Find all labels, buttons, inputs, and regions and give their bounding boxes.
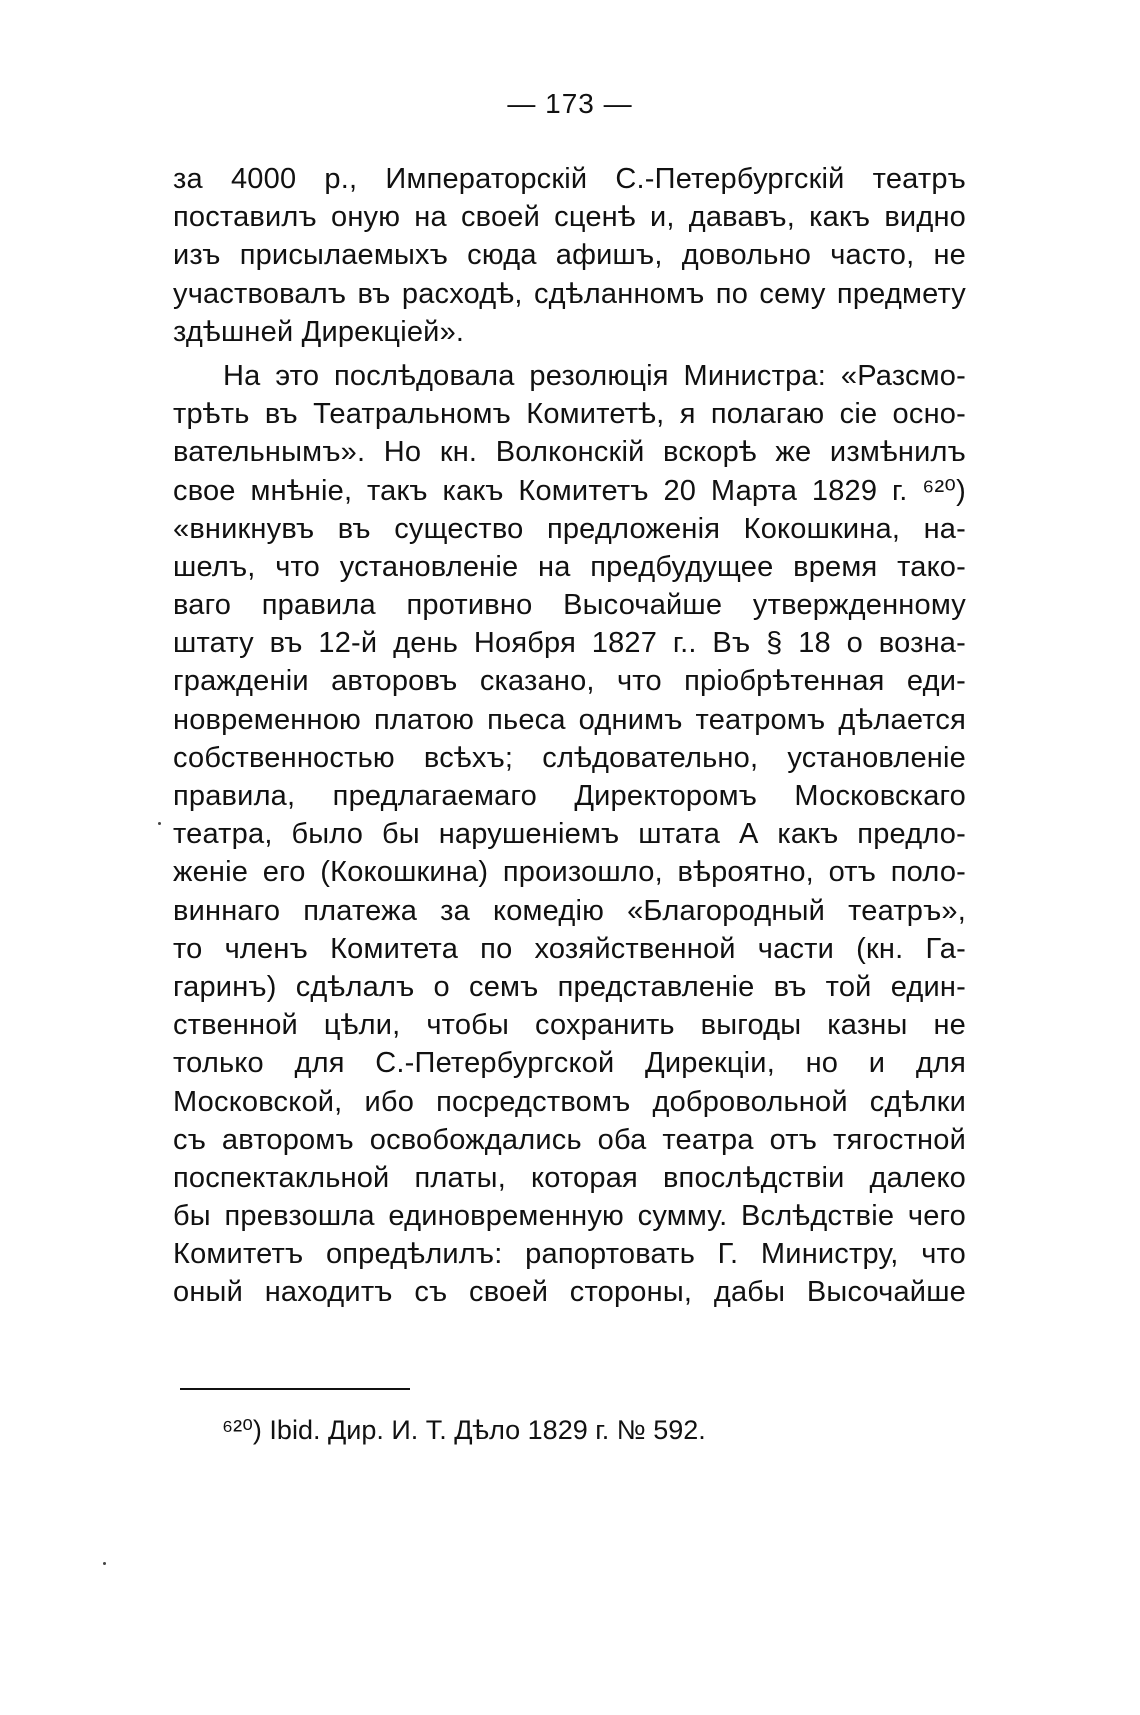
text-line: ваго правила противно Высочайше утвержденному <box>173 589 966 622</box>
text-line: оный находитъ съ своей стороны, дабы Высочайше <box>173 1276 966 1309</box>
footnote: ⁶²⁰) Ibid. Дир. И. Т. Дѣло 1829 г. № 592. <box>222 1415 706 1445</box>
text-line: штату въ 12-й день Ноября 1827 г.. Въ § 18 о возна- <box>173 627 966 660</box>
text-line: то членъ Комитета по хозяйственной части (кн. Га- <box>173 932 966 965</box>
text-line: вательнымъ». Но кн. Волконскiй вскорѣ же измѣнилъ <box>173 436 966 469</box>
text-line: виннаго платежа за комедiю «Благородный театръ», <box>173 894 966 927</box>
footnote-divider <box>180 1388 410 1390</box>
text-line: женiе его (Кокошкина) произошло, вѣроятно, отъ поло- <box>173 856 966 889</box>
text-line: ственной цѣли, чтобы сохранить выгоды казны не <box>173 1009 966 1042</box>
main-text <box>173 160 966 1312</box>
text-line: новременною платою пьеса однимъ театромъ дѣлается <box>173 703 966 736</box>
text-line: участвовалъ въ расходѣ, сдѣланномъ по сему предмету <box>173 277 966 310</box>
text-line: собственностью всѣхъ; слѣдовательно, установленiе <box>173 741 966 774</box>
text-line: поставилъ оную на своей сценѣ и, дававъ, какъ видно <box>173 201 966 234</box>
text-line: свое мнѣнiе, такъ какъ Комитетъ 20 Марта 1829 г. ⁶²⁰) <box>173 474 966 507</box>
text-line: гражденiи авторовъ сказано, что прiобрѣтенная еди- <box>173 665 966 698</box>
text-line: бы превзошла единовременную сумму. Вслѣдствiе чего <box>173 1200 966 1233</box>
text-line: театра, было бы нарушенiемъ штата А какъ предло- <box>173 818 966 851</box>
text-line: изъ присылаемыхъ сюда афишъ, довольно часто, не <box>173 239 966 272</box>
page-number: — 173 — <box>507 88 633 119</box>
text-line: съ авторомъ освобождались оба театра отъ тягостной <box>173 1123 966 1156</box>
scan-speck <box>158 822 161 825</box>
text-line: трѣть въ Театральномъ Комитетѣ, я полагаю сiе осно- <box>173 398 966 431</box>
text-line: поспектакльной платы, которая впослѣдствiи далеко <box>173 1161 966 1194</box>
text-line: Комитетъ опредѣлилъ: рапортовать Г. Министру, что <box>173 1238 966 1271</box>
text-line: правила, предлагаемаго Директоромъ Московскаго <box>173 780 966 812</box>
scan-speck <box>103 1562 106 1565</box>
text-line: Московской, ибо посредствомъ добровольной сдѣлки <box>173 1085 966 1118</box>
text-line: здѣшней Дирекцiей». <box>173 315 465 348</box>
text-line: На это послѣдовала резолюцiя Министра: «Разсмо- <box>223 359 966 392</box>
text-line: шелъ, что установленiе на предбудущее время тако- <box>173 550 966 583</box>
text-line: за 4000 р., Императорскiй С.-Петербургскiй театръ <box>173 163 966 195</box>
text-line: только для С.-Петербургской Дирекцiи, но и для <box>173 1047 966 1080</box>
text-line: «вникнувъ въ существо предложенiя Кокошкина, на- <box>173 512 966 545</box>
text-line: гаринъ) сдѣлалъ о семъ представленiе въ той един- <box>173 970 966 1003</box>
